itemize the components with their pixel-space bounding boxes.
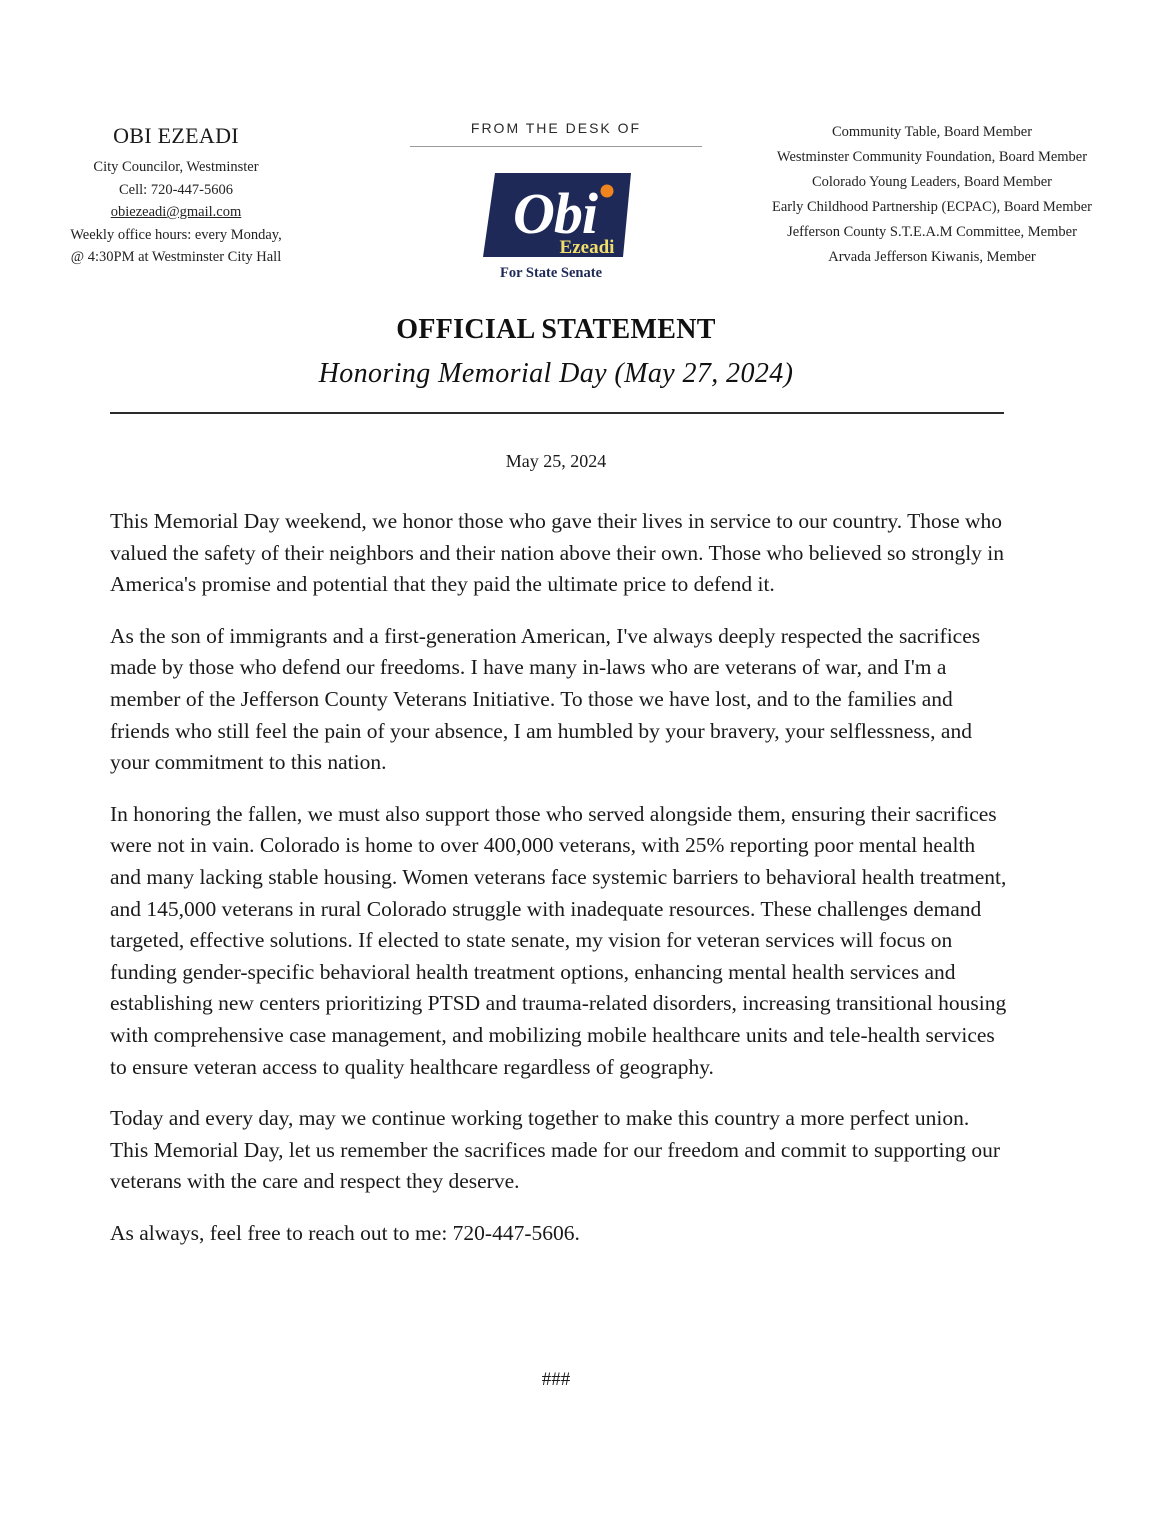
affiliation-item: Early Childhood Partnership (ECPAC), Board Member bbox=[771, 199, 1093, 215]
letterhead bbox=[0, 0, 1155, 300]
affiliations-list bbox=[738, 120, 1126, 270]
logo-first-name: Obi bbox=[513, 181, 597, 246]
body-paragraph: As the son of immigrants and a first-generation American, I've always deeply respected the sacrifices made by those who defend our freedoms. I have many in-laws who are veterans of war, and I'm a member of the Jefferson County Veterans Initiative. To those we have lost, and to the families and friends who still feel the pain of your absence, I am humbled by your bravery, your selflessness, and your commitment to this nation. bbox=[110, 623, 981, 775]
body-paragraph: Today and every day, may we continue working together to make this country a more perfect union. This Memorial Day, let us remember the sacrifices made for our freedom and commit to supporting our veterans with the care and respect they deserve. bbox=[110, 1106, 1000, 1194]
statement-body bbox=[110, 506, 1010, 1269]
affiliation-item: Arvada Jefferson Kiwanis, Member bbox=[828, 249, 1036, 265]
statement-date: May 25, 2024 bbox=[505, 451, 607, 471]
sender-cell: Cell: 720-447-5606 bbox=[119, 181, 233, 198]
contact-block bbox=[40, 122, 312, 269]
affiliation-item: Colorado Young Leaders, Board Member bbox=[811, 174, 1052, 190]
statement-subtitle: Honoring Memorial Day (May 27, 2024) bbox=[318, 358, 794, 389]
statement-title: OFFICIAL STATEMENT bbox=[396, 314, 716, 345]
desk-label: FROM THE DESK OF bbox=[470, 120, 642, 136]
heading-divider bbox=[110, 412, 1004, 414]
affiliation-item: Jefferson County S.T.E.A.M Committee, Member bbox=[787, 224, 1077, 240]
office-hours-line-2: @ 4:30PM at Westminster City Hall bbox=[70, 249, 282, 265]
affiliation-item: Community Table, Board Member bbox=[831, 124, 1033, 140]
logo-orange-dot-icon bbox=[601, 185, 614, 198]
sender-name: OBI EZEADI bbox=[113, 123, 239, 148]
body-paragraph: In honoring the fallen, we must also support those who served alongside them, ensuring their sacrifices were not in vain. Colorado is home to over 400,000 veterans, with 25% reporting poor mental health and many lacking stable housing. Women veterans face systemic barriers to behavioral health treatment, and 145,000 veterans in rural Colorado struggle with inadequate resources. These challenges demand targeted, effective solutions. If elected to state senate, my vision for veteran services will focus on funding gender-specific behavioral health treatment options, enhancing mental health services and establishing new centers prioritizing PTSD and trauma-related disorders, increasing transitional housing with comprehensive case management, and mobilizing mobile healthcare units and tele-health services to ensure veteran access to quality healthcare regardless of geography. bbox=[110, 801, 1007, 1079]
desk-of-block bbox=[410, 118, 702, 281]
statement-heading bbox=[0, 312, 1112, 394]
sender-email-link[interactable]: obiezeadi@gmail.com bbox=[110, 204, 242, 220]
logo-tagline: For State Senate bbox=[499, 265, 603, 281]
sender-title: City Councilor, Westminster bbox=[93, 159, 259, 175]
end-of-release-mark: ### bbox=[541, 1369, 571, 1390]
body-paragraph: As always, feel free to reach out to me: 720-447-5606. bbox=[110, 1220, 580, 1245]
campaign-logo bbox=[483, 171, 633, 283]
office-hours-line-1: Weekly office hours: every Monday, bbox=[70, 226, 282, 243]
desk-divider bbox=[410, 146, 702, 147]
logo-last-name: Ezeadi bbox=[559, 237, 615, 258]
body-paragraph: This Memorial Day weekend, we honor those who gave their lives in service to our country. Those who valued the safety of their neighbors and their nation above their own. Those who believed so strongly in America's promise and potential that they paid the ultimate price to defend it. bbox=[110, 509, 1005, 597]
affiliation-item: Westminster Community Foundation, Board Member bbox=[776, 149, 1088, 165]
